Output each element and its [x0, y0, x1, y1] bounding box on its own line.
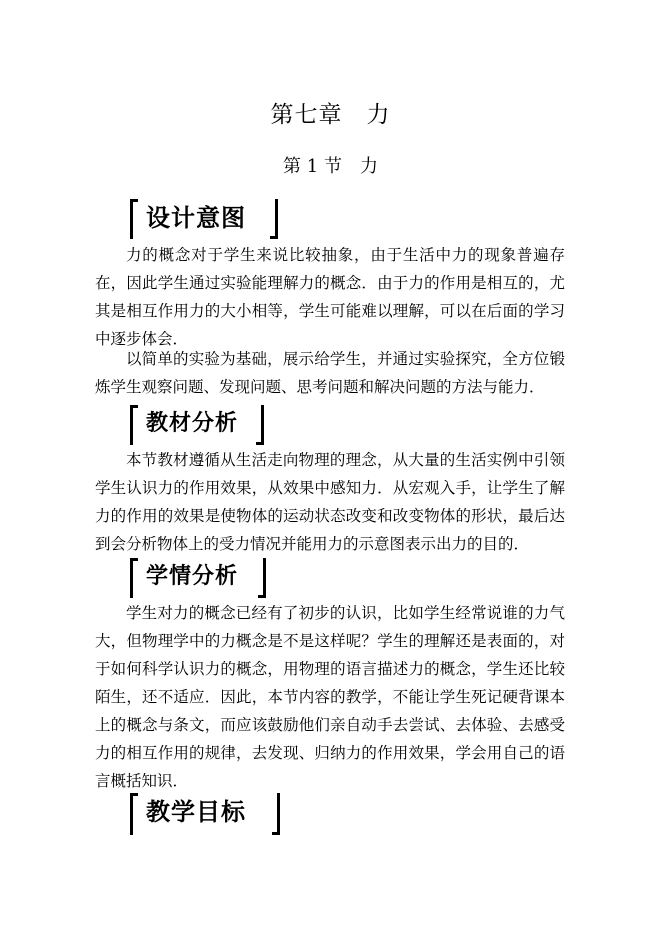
left-bracket-icon — [130, 199, 138, 239]
heading-label: 设计意图 — [146, 204, 246, 232]
section-title: 第 1 节 力 — [283, 156, 378, 177]
paragraph: 学生对力的概念已经有了初步的认识，比如学生经常说谁的力气大，但物理学中的力概念是不是这样呢？学生的理解还是表面的，对于如何科学认识力的概念，用物理的语言描述力的概念，学生还比较陌生，还不适应．因此，本节内容的教学，不能让学生死记硬背课本上的概念与条文，而应该鼓励他们亲自动手去尝试、去体验、去感受力的相互作用的规律，去发现、归纳力的作用效果，学会用自己的语言概括知识． — [95, 604, 565, 790]
right-bracket-icon — [258, 558, 266, 598]
heading-teaching-goals — [130, 793, 280, 835]
left-bracket-icon — [130, 793, 138, 835]
right-bracket-icon — [270, 199, 278, 239]
paragraph: 力的概念对于学生来说比较抽象，由于生活中力的现象普遍存在，因此学生通过实验能理解力的概念．由于力的作用是相互的，尤其是相互作用力的大小相等，学生可能难以理解，可以在后面的学习中逐步体会． — [95, 246, 565, 348]
left-bracket-icon — [130, 558, 138, 598]
left-bracket-icon — [130, 405, 138, 445]
heading-label: 教材分析 — [146, 411, 239, 436]
heading-label: 学情分析 — [146, 564, 239, 589]
heading-label: 教学目标 — [146, 798, 246, 826]
heading-design-intent — [130, 199, 278, 239]
chapter-title: 第七章 力 — [270, 102, 391, 128]
paragraph: 本节教材遵循从生活走向物理的理念，从大量的生活实例中引领学生认识力的作用效果，从效果中感知力．从宏观入手，让学生了解力的作用的效果是使物体的运动状态改变和改变物体的形状，最后达到会分析物体上的受力情况并能用力的示意图表示出力的目的． — [95, 451, 565, 553]
heading-student-analysis — [130, 558, 266, 598]
right-bracket-icon — [272, 793, 280, 835]
heading-textbook-analysis — [130, 405, 264, 445]
paragraph: 以简单的实验为基础，展示给学生，并通过实验探究，全方位锻炼学生观察问题、发现问题、思考问题和解决问题的方法与能力． — [95, 350, 565, 396]
right-bracket-icon — [256, 405, 264, 445]
